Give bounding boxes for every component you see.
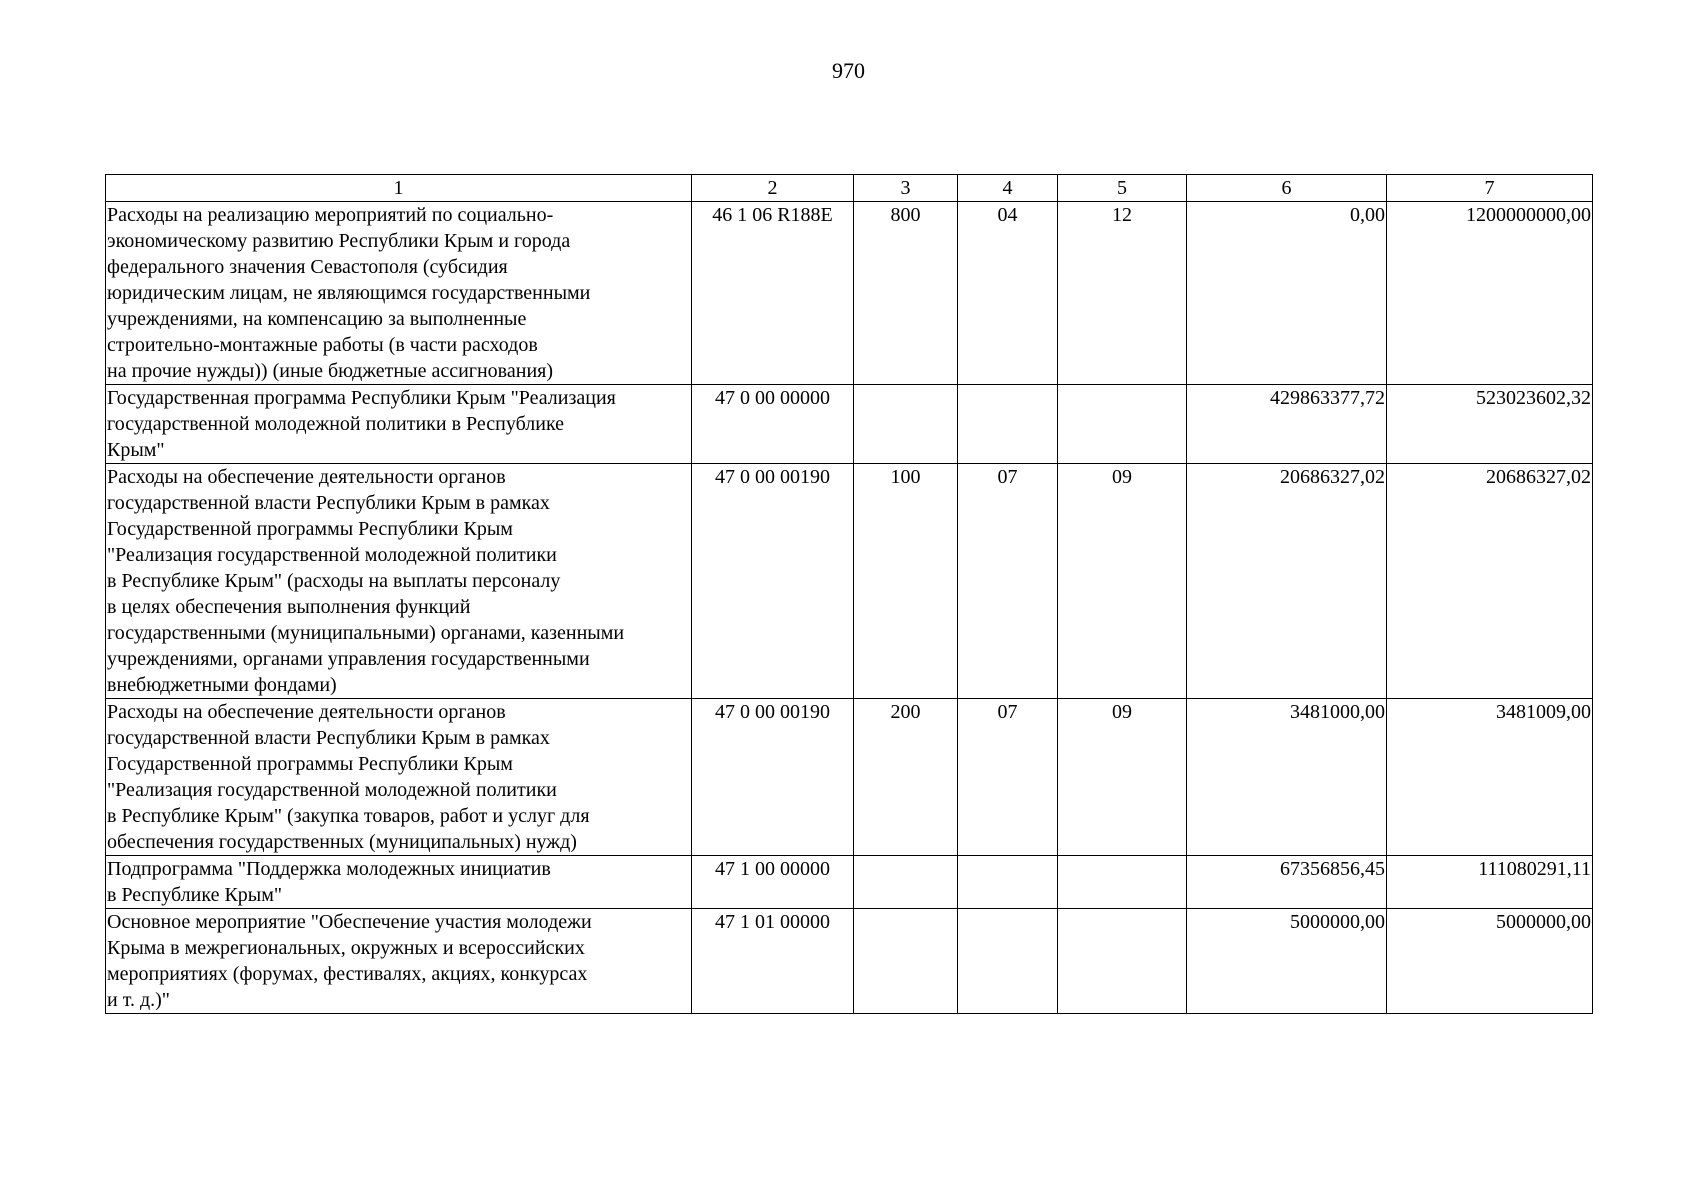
column-header-2: 2 [692, 175, 854, 202]
row-amount-col6: 67356856,45 [1187, 856, 1387, 909]
table-header-row [106, 175, 1593, 202]
table-row [106, 856, 1593, 909]
row-target-code: 47 1 00 00000 [692, 856, 854, 909]
table-row [106, 385, 1593, 464]
row-amount-col7: 111080291,11 [1387, 856, 1593, 909]
row-description: Государственная программа Республики Крым "Реализация государственной молодежной политики в Республике Крым" [106, 385, 692, 464]
row-section [958, 385, 1058, 464]
row-section: 07 [958, 699, 1058, 856]
row-amount-col7: 20686327,02 [1387, 464, 1593, 699]
row-description: Подпрограмма "Поддержка молодежных инициатив в Республике Крым" [106, 856, 692, 909]
row-amount-col6: 0,00 [1187, 202, 1387, 385]
row-amount-col6: 20686327,02 [1187, 464, 1387, 699]
row-target-code: 47 0 00 00190 [692, 464, 854, 699]
row-amount-col7: 523023602,32 [1387, 385, 1593, 464]
row-section: 07 [958, 464, 1058, 699]
row-description: Основное мероприятие "Обеспечение участия молодежи Крыма в межрегиональных, окружных и всероссийских мероприятиях (форумах, фестивалях, акциях, конкурсах и т. д.)" [106, 909, 692, 1014]
row-section [958, 909, 1058, 1014]
row-amount-col6: 429863377,72 [1187, 385, 1387, 464]
row-section [958, 856, 1058, 909]
row-subsection [1058, 909, 1187, 1014]
table-row [106, 699, 1593, 856]
row-target-code: 46 1 06 R188E [692, 202, 854, 385]
row-target-code: 47 0 00 00000 [692, 385, 854, 464]
row-subsection: 09 [1058, 699, 1187, 856]
table-row [106, 202, 1593, 385]
row-subsection [1058, 856, 1187, 909]
row-expense-type [854, 385, 958, 464]
column-header-3: 3 [854, 175, 958, 202]
row-target-code: 47 0 00 00190 [692, 699, 854, 856]
row-description: Расходы на реализацию мероприятий по социально- экономическому развитию Республики Крым и города федерального значения Севастополя (субсидия юридическим лицам, не являющимся государственными учреждениями, на компенсацию за выполненные строительно-монтажные работы (в части расходов на прочие нужды)) (иные бюджетные ассигнования) [106, 202, 692, 385]
row-amount-col7: 3481009,00 [1387, 699, 1593, 856]
row-description: Расходы на обеспечение деятельности органов государственной власти Республики Крым в рамках Государственной программы Республики Крым "Реализация государственной молодежной политики в Республике Крым" (закупка товаров, работ и услуг для обеспечения государственных (муниципальных) нужд) [106, 699, 692, 856]
row-expense-type [854, 909, 958, 1014]
column-header-5: 5 [1058, 175, 1187, 202]
row-target-code: 47 1 01 00000 [692, 909, 854, 1014]
row-amount-col6: 3481000,00 [1187, 699, 1387, 856]
table-row [106, 909, 1593, 1014]
column-header-4: 4 [958, 175, 1058, 202]
row-subsection: 09 [1058, 464, 1187, 699]
row-subsection: 12 [1058, 202, 1187, 385]
row-amount-col7: 1200000000,00 [1387, 202, 1593, 385]
row-section: 04 [958, 202, 1058, 385]
row-subsection [1058, 385, 1187, 464]
column-header-6: 6 [1187, 175, 1387, 202]
row-expense-type: 100 [854, 464, 958, 699]
row-expense-type: 800 [854, 202, 958, 385]
row-amount-col6: 5000000,00 [1187, 909, 1387, 1014]
row-description: Расходы на обеспечение деятельности органов государственной власти Республики Крым в рамках Государственной программы Республики Крым "Реализация государственной молодежной политики в Республике Крым" (расходы на выплаты персоналу в целях обеспечения выполнения функций государственными (муниципальными) органами, казенными учреждениями, органами управления государственными внебюджетными фондами) [106, 464, 692, 699]
budget-table [105, 174, 1593, 1014]
column-header-1: 1 [106, 175, 692, 202]
row-expense-type [854, 856, 958, 909]
column-header-7: 7 [1387, 175, 1593, 202]
row-amount-col7: 5000000,00 [1387, 909, 1593, 1014]
page-number: 970 [832, 58, 865, 83]
row-expense-type: 200 [854, 699, 958, 856]
table-row [106, 464, 1593, 699]
